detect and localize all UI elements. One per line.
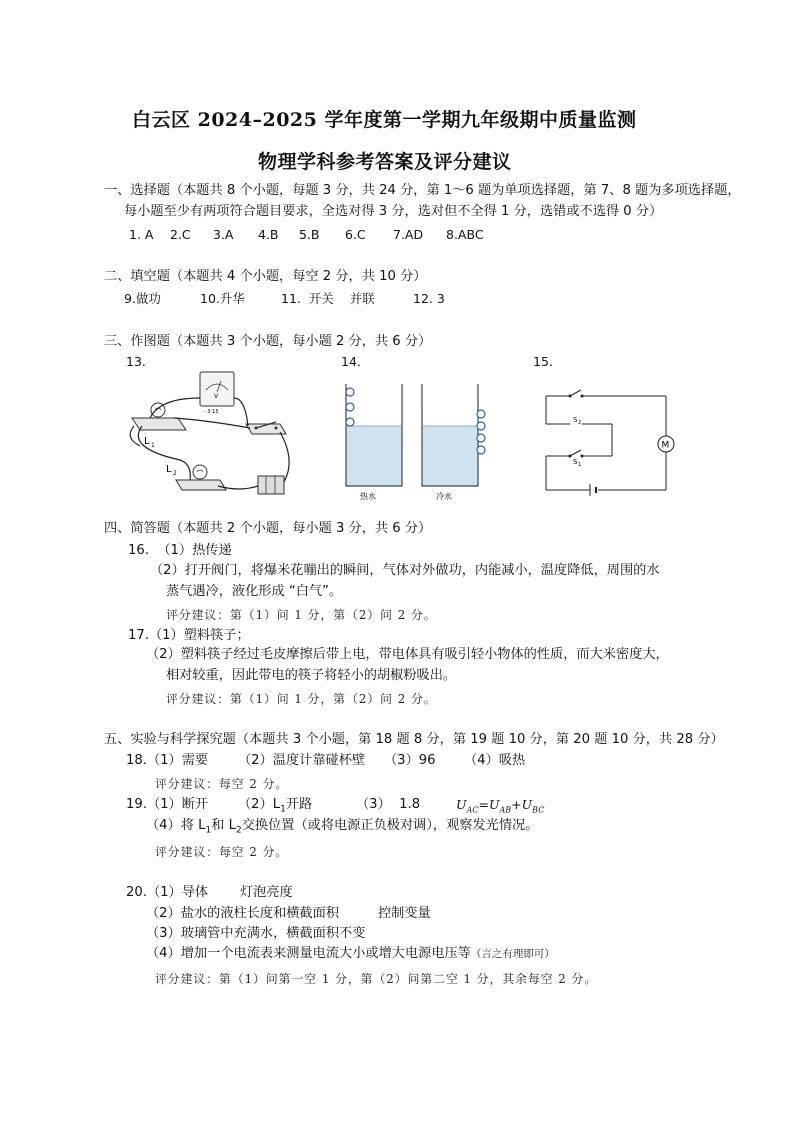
q19-voltage-equation bbox=[456, 796, 544, 820]
fill-answer-12: 12. 3 bbox=[413, 291, 445, 306]
fig15-schematic bbox=[540, 388, 680, 496]
q19-answer-2-text: （2）L bbox=[238, 797, 281, 812]
q18-answer-1: 18.（1）需要 bbox=[126, 753, 209, 768]
eq-equals: = bbox=[478, 797, 489, 812]
q19-4-text-c: 交换位置（或将电源正负极对调），观察发光情况。 bbox=[241, 818, 539, 833]
q20-answer-2b: 控制变量 bbox=[378, 906, 431, 921]
q20-answer-4-note: （言之有理即可） bbox=[470, 948, 555, 960]
eq-u-ac: U bbox=[456, 797, 467, 812]
q19-answer-4 bbox=[146, 817, 538, 840]
q18-answer-4: （4）吸热 bbox=[464, 753, 526, 768]
q19-scoring-note: 评分建议：每空 2 分。 bbox=[155, 845, 289, 859]
eq-plus: + bbox=[511, 797, 522, 812]
q16-part2-line1: （2）打开阀门，将爆米花嘣出的瞬间，气体对外做功，内能减小，温度降低，周围的水 bbox=[150, 563, 660, 578]
switch-s2-label: S bbox=[573, 416, 578, 424]
cold-water-liquid bbox=[422, 426, 478, 486]
q19-4-sub-1: 1 bbox=[205, 825, 212, 836]
switch-s1-sub: 1 bbox=[578, 462, 582, 468]
mc-answer-1: 1. A bbox=[129, 227, 154, 242]
fill-answer-10: 10.升华 bbox=[200, 291, 245, 306]
voltmeter-unit: V bbox=[214, 393, 219, 400]
section3-header: 三、作图题（本题共 3 个小题，每小题 2 分，共 6 分） bbox=[104, 334, 432, 349]
q19-4-text-a: （4）将 L bbox=[146, 818, 206, 833]
mc-answer-7: 7.AD bbox=[393, 227, 424, 242]
hot-water-liquid bbox=[346, 426, 402, 486]
fill-answer-9: 9.做功 bbox=[124, 291, 161, 306]
switch-s1-icon bbox=[570, 450, 581, 456]
q16-part1: 16. （1）热传递 bbox=[128, 543, 232, 558]
mc-answer-6: 6.C bbox=[345, 227, 366, 242]
switch-s1-label: S bbox=[573, 458, 578, 466]
lamp-l1-sub: 1 bbox=[151, 442, 155, 449]
mc-answer-2: 2.C bbox=[170, 227, 191, 242]
hot-water-label: 热水 bbox=[360, 492, 376, 501]
q19-4-text-b: 和 L bbox=[211, 818, 236, 833]
q17-part2-line2: 相对较重，因此带电的筷子将轻小的胡椒粉吸出。 bbox=[166, 668, 457, 683]
fig14-label: 14. bbox=[341, 354, 361, 369]
q17-part2-line1: （2）塑料筷子经过毛皮摩擦后带上电，带电体具有吸引轻小物体的性质，而大米密度大， bbox=[146, 647, 669, 662]
eq-u-ab: U bbox=[488, 797, 500, 812]
mc-answer-4: 4.B bbox=[258, 227, 279, 242]
lamp-l2-icon bbox=[193, 465, 207, 479]
switch-s2-sub: 2 bbox=[578, 420, 582, 426]
q19-4-sub-2: 2 bbox=[235, 825, 242, 836]
q19-answer-3: （3） 1.8 bbox=[356, 797, 421, 812]
section1-header-line1: 一、选择题（本题共 8 个小题，每题 3 分，共 24 分，第 1～6 题为单项选择题，第 7、8 题为多项选择题， bbox=[104, 183, 741, 198]
section1-header-line2: 每小题至少有两项符合题目要求，全选对得 3 分，选对但不全得 1 分，选错或不选得 0 分） bbox=[124, 204, 663, 219]
q17-scoring-note: 评分建议：第（1）问 1 分，第（2）问 2 分。 bbox=[166, 692, 437, 706]
q19-answer-1: 19.（1）断开 bbox=[126, 797, 209, 812]
q20-answer-2a: （2）盐水的液柱长度和横截面积 bbox=[146, 906, 340, 921]
lamp-l2-label: L bbox=[166, 464, 172, 475]
q19-answer-2 bbox=[238, 796, 312, 819]
lamp-l2-sub: 2 bbox=[173, 470, 177, 477]
motor-label: M bbox=[661, 440, 670, 451]
eq-u-bc: U bbox=[521, 797, 533, 812]
voltmeter-scale: - 3 15 bbox=[204, 409, 219, 415]
fill-answer-11: 11. 开关 并联 bbox=[281, 291, 375, 306]
q20-answer-1a: 20.（1）导体 bbox=[126, 885, 209, 900]
lamp-l1-label: L bbox=[144, 436, 150, 447]
switch-s2-icon bbox=[570, 390, 581, 396]
fig13-label: 13. bbox=[126, 354, 146, 369]
section5-header: 五、实验与科学探究题（本题共 3 个小题，第 18 题 8 分，第 19 题 10 分，第 20 题 10 分，共 28 分） bbox=[104, 732, 724, 747]
q16-scoring-note: 评分建议：第（1）问 1 分，第（2）问 2 分。 bbox=[166, 608, 437, 622]
q18-answer-3: （3）96 bbox=[384, 753, 436, 768]
page-subtitle: 物理学科参考答案及评分建议 bbox=[258, 151, 512, 173]
mc-answer-3: 3.A bbox=[213, 227, 234, 242]
q20-answer-4-text: （4）增加一个电流表来测量电流大小或增大电源电压等 bbox=[146, 946, 471, 961]
q19-answer-2-post: 开路 bbox=[285, 797, 313, 812]
eq-sub-ac: AC bbox=[466, 805, 479, 815]
battery-icon bbox=[258, 476, 284, 494]
fig15-label: 15. bbox=[533, 354, 553, 369]
voltmeter-icon bbox=[200, 372, 234, 406]
q20-scoring-note: 评分建议：第（1）问第一空 1 分，第（2）问第二空 1 分，其余每空 2 分。 bbox=[155, 972, 598, 986]
section4-header: 四、简答题（本题共 2 个小题，每小题 3 分，共 6 分） bbox=[104, 521, 432, 536]
eq-sub-ab: AB bbox=[499, 805, 512, 815]
q20-answer-1b: 灯泡亮度 bbox=[240, 885, 293, 900]
eq-sub-bc: BC bbox=[532, 805, 545, 815]
q19-answer-2-sub: 1 bbox=[280, 804, 286, 815]
q18-answer-2: （2）温度计靠碰杯壁 bbox=[238, 753, 366, 768]
q20-answer-4 bbox=[146, 945, 555, 963]
q17-part1: 17.（1）塑料筷子； bbox=[128, 628, 250, 643]
cold-water-label: 冷水 bbox=[436, 492, 452, 501]
q20-answer-3: （3）玻璃管中充满水，横截面积不变 bbox=[146, 926, 366, 941]
mc-answer-8: 8.ABC bbox=[446, 227, 484, 242]
fig14-beakers bbox=[340, 380, 490, 504]
q16-part2-line2: 蒸气遇冷，液化形成 “白气”。 bbox=[166, 584, 343, 599]
page-title: 白云区 2024–2025 学年度第一学期九年级期中质量监测 bbox=[132, 109, 637, 131]
hot-water-bubbles bbox=[346, 388, 354, 426]
section2-header: 二、填空题（本题共 4 个小题，每空 2 分，共 10 分） bbox=[104, 269, 427, 284]
mc-answer-5: 5.B bbox=[299, 227, 320, 242]
q18-scoring-note: 评分建议：每空 2 分。 bbox=[155, 777, 289, 791]
fig13-circuit-diagram bbox=[120, 368, 300, 500]
